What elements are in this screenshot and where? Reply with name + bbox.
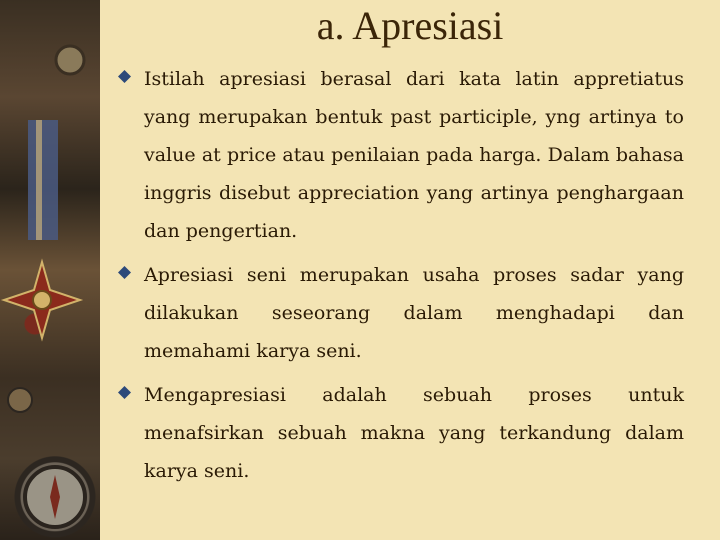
- bullet-item: [118, 60, 684, 250]
- bullet-text: Istilah apresiasi berasal dari kata latin appretiatus yang merupakan bentuk past participle, yng artinya to value at price atau penilaian pada harga. Dalam bahasa inggris disebut appreciation yang artinya penghargaan dan pengertian.: [144, 68, 684, 242]
- bullet-text: Apresiasi seni merupakan usaha proses sadar yang dilakukan seseorang dalam menghadapi dan memahami karya seni.: [144, 264, 684, 362]
- bullet-item: [118, 376, 684, 490]
- diamond-bullet-icon: [118, 386, 131, 399]
- vintage-medals-image: [0, 0, 100, 540]
- diamond-bullet-icon: [118, 266, 131, 279]
- slide-title: a. Apresiasi: [316, 3, 504, 48]
- bullet-text: Mengapresiasi adalah sebuah proses untuk menafsirkan sebuah makna yang terkandung dalam karya seni.: [144, 384, 684, 482]
- bullet-list: [118, 60, 684, 496]
- diamond-bullet-icon: [118, 70, 131, 83]
- bullet-item: [118, 256, 684, 370]
